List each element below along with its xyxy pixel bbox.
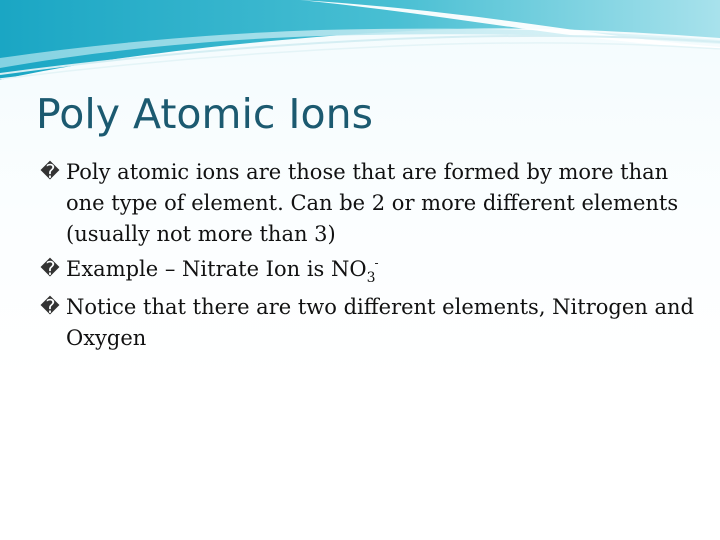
bullet-item xyxy=(40,157,700,250)
bullet-icon: � xyxy=(40,161,60,183)
slide-title: Poly Atomic Ions xyxy=(36,90,373,138)
bullet-text: Notice that there are two different elements, Nitrogen and Oxygen xyxy=(66,295,694,350)
decorative-wave-header xyxy=(0,0,720,90)
bullet-icon: � xyxy=(40,258,60,280)
bullet-item xyxy=(40,254,700,288)
formula-subscript: 3 xyxy=(366,270,376,286)
formula-superscript: - xyxy=(374,256,379,270)
bullet-item xyxy=(40,292,700,354)
bullet-text: Example – Nitrate Ion is NO xyxy=(66,257,367,281)
bullet-text: Poly atomic ions are those that are formed by more than one type of element. Can be 2 or more different elements (usually not more than 3) xyxy=(66,160,679,246)
bullet-icon: � xyxy=(40,296,60,318)
bullet-list xyxy=(40,157,700,358)
